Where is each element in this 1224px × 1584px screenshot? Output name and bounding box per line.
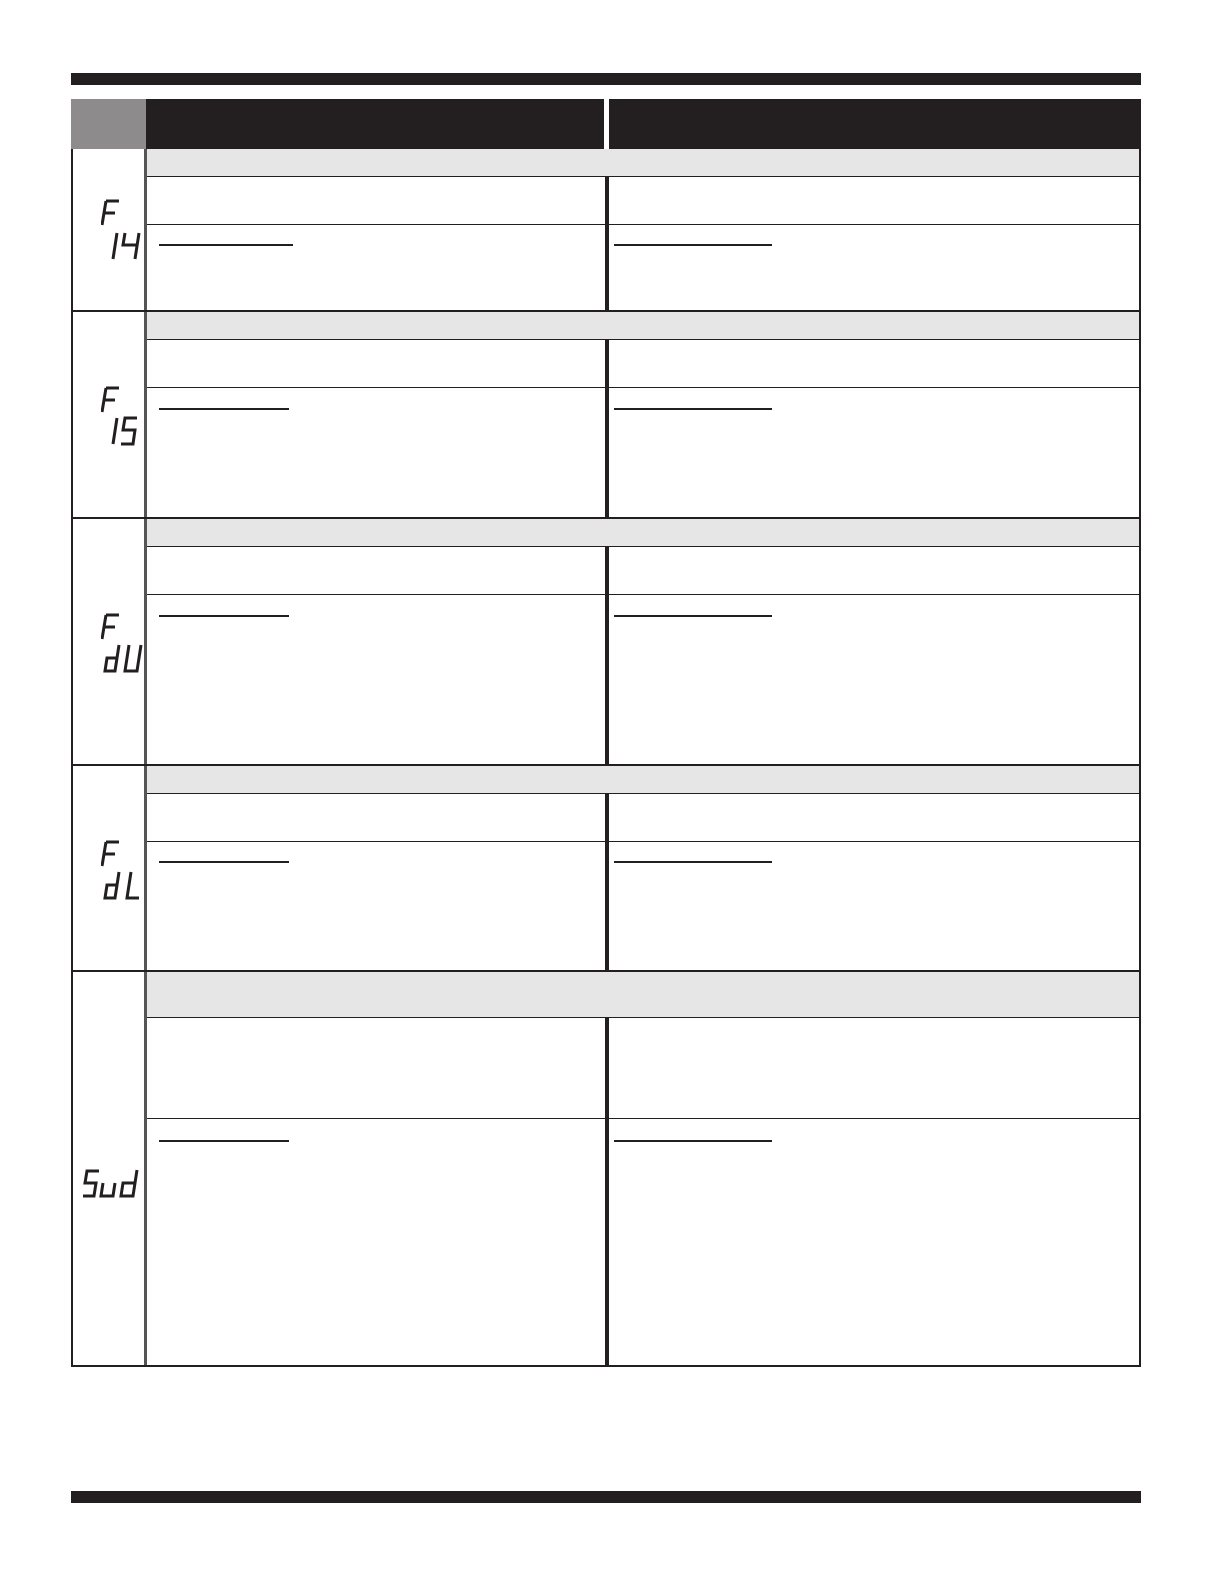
- subheading-underline-cause: [159, 408, 289, 410]
- seven-seg-display-dl: [103, 870, 143, 900]
- condition-band: [147, 519, 1139, 547]
- seven-seg-display-sud: [83, 1168, 141, 1200]
- code-cell: [73, 766, 147, 970]
- seven-seg-display-f: [101, 611, 121, 643]
- header-divider: [604, 99, 609, 149]
- header-code-cell: [71, 99, 146, 149]
- row-divider: [147, 387, 1139, 388]
- seven-seg-display-15: [111, 416, 141, 446]
- bottom-rule: [71, 1491, 1141, 1503]
- column-divider: [605, 766, 609, 970]
- subheading-underline-remedy: [614, 861, 772, 863]
- condition-band: [147, 972, 1139, 1018]
- code-cell: [73, 312, 147, 517]
- error-code-table: [71, 99, 1141, 1367]
- column-divider: [605, 972, 609, 1365]
- subheading-underline-cause: [159, 244, 293, 246]
- top-rule: [71, 73, 1141, 85]
- subheading-underline-remedy: [614, 1140, 772, 1142]
- code-cell: [73, 149, 147, 310]
- subheading-underline-cause: [159, 861, 289, 863]
- code-row-f14: [71, 149, 1141, 312]
- seven-seg-display-14: [111, 231, 141, 261]
- seven-seg-display-du: [103, 643, 143, 673]
- condition-band: [147, 149, 1139, 177]
- code-row-f15: [71, 312, 1141, 519]
- code-cell: [73, 972, 147, 1365]
- subheading-underline-remedy: [614, 408, 772, 410]
- seven-seg-display-f: [101, 838, 121, 870]
- row-divider: [147, 1118, 1139, 1119]
- column-divider: [605, 519, 609, 764]
- seven-seg-display-f: [101, 384, 121, 416]
- column-divider: [605, 312, 609, 517]
- subheading-underline-remedy: [614, 615, 772, 617]
- code-row-sud: [71, 972, 1141, 1367]
- table-header: [71, 99, 1141, 149]
- row-divider: [147, 224, 1139, 225]
- seven-seg-display-f: [101, 197, 121, 229]
- subheading-underline-cause: [159, 1140, 289, 1142]
- subheading-underline-remedy: [614, 244, 772, 246]
- code-row-fdu: [71, 519, 1141, 766]
- row-divider: [147, 594, 1139, 595]
- condition-band: [147, 312, 1139, 340]
- code-cell: [73, 519, 147, 764]
- code-row-fdl: [71, 766, 1141, 972]
- row-divider: [147, 841, 1139, 842]
- condition-band: [147, 766, 1139, 794]
- subheading-underline-cause: [159, 615, 289, 617]
